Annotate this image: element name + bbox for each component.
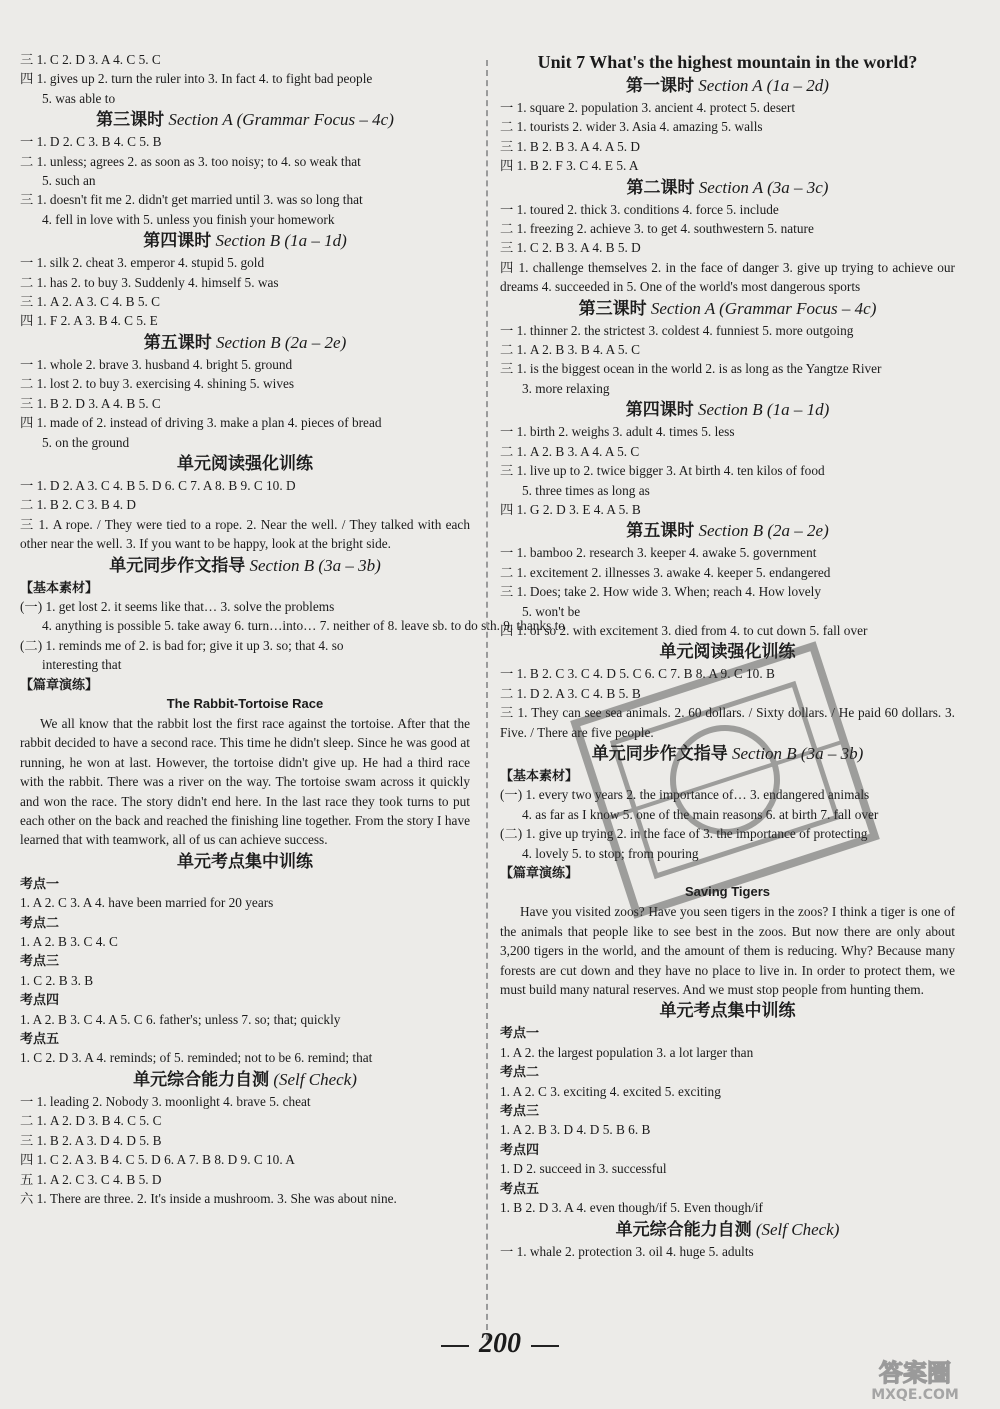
heading-cn: 第四课时 bbox=[143, 231, 212, 251]
heading-cn: 单元同步作文指导 bbox=[591, 743, 728, 763]
essay-paragraph: We all know that the rabbit lost the first race against the tortoise. After that the rabbit decided to have a second race. This time he didn't sleep. Since he was good at running, he won at last. However, the tortoise didn't give up. He had a third race with the rabbit. There was a river on the way. The tortoise swam across it quickly and won the race. The story didn't end here. In the last race they took turns to put each other on the back and reached the finishing line together. From the story I have learned that with teamwork, all of us can achieve success. bbox=[20, 715, 470, 848]
section-heading bbox=[500, 399, 955, 421]
answer-line: 二 1. B 2. C 3. B 4. D bbox=[20, 497, 136, 513]
essay-title: The Rabbit-Tortoise Race bbox=[166, 695, 324, 711]
answer-line: interesting that bbox=[42, 657, 122, 673]
answer-line: 四 1. or so 2. with excitement 3. died from 4. to cut down 5. fall over bbox=[500, 622, 868, 638]
section-heading bbox=[20, 851, 470, 873]
heading-cn: 第五课时 bbox=[143, 332, 212, 352]
heading-cn: 单元阅读强化训练 bbox=[177, 453, 313, 473]
answer-line: 一 1. square 2. population 3. ancient 4. protect 5. desert bbox=[500, 100, 796, 115]
answer-line: (一) 1. every two years 2. the importance of… 3. endangered animals bbox=[500, 787, 870, 803]
answer-line: 5. three times as long as bbox=[522, 482, 650, 498]
answer-line: 二 1. A 2. D 3. B 4. C 5. C bbox=[20, 1113, 162, 1129]
answer-line: 一 1. whole 2. brave 3. husband 4. bright 5. ground bbox=[20, 356, 293, 372]
watermark-logo bbox=[840, 1355, 990, 1403]
heading-section: Section A (1a – 2d) bbox=[698, 76, 829, 95]
answer-line: 1. A 2. B 3. C 4. A 5. C 6. father's; unless 7. so; that; quickly bbox=[20, 1011, 341, 1027]
answer-line: 三 1. live up to 2. twice bigger 3. At birth 4. ten kilos of food bbox=[500, 463, 825, 479]
exam-point-label: 考点二 bbox=[20, 914, 60, 930]
answer-line: 1. A 2. B 3. D 4. D 5. B 6. B bbox=[500, 1122, 651, 1138]
answer-line: 一 1. thinner 2. the strictest 3. coldest 4. funniest 5. more outgoing bbox=[500, 322, 854, 338]
answer-line: 三 1. is the biggest ocean in the world 2. is as long as the Yangtze River bbox=[500, 361, 882, 377]
answer-line: 二 1. lost 2. to buy 3. exercising 4. shining 5. wives bbox=[20, 376, 295, 392]
section-heading bbox=[500, 177, 955, 199]
answer-line: 二 1. D 2. A 3. C 4. B 5. B bbox=[500, 685, 641, 701]
answer-line: 三 1. C 2. B 3. A 4. B 5. D bbox=[500, 240, 641, 256]
svg-text:答案圈: 答案圈 bbox=[879, 1359, 951, 1387]
answer-line: 一 1. toured 2. thick 3. conditions 4. force 5. include bbox=[500, 201, 779, 217]
heading-section: Section B (1a – 1d) bbox=[215, 231, 347, 251]
answer-line: 二 1. A 2. B 3. A 4. A 5. C bbox=[500, 443, 640, 459]
answer-line: 二 1. freezing 2. achieve 3. to get 4. southwestern 5. nature bbox=[500, 221, 814, 237]
section-heading bbox=[500, 298, 955, 320]
section-heading bbox=[500, 641, 955, 663]
answer-line: 1. D 2. succeed in 3. successful bbox=[500, 1161, 667, 1177]
heading-cn: 单元阅读强化训练 bbox=[659, 642, 796, 662]
heading-cn: 单元综合能力自测 bbox=[615, 1219, 752, 1239]
heading-section: Section B (2a – 2e) bbox=[215, 332, 347, 352]
answer-line: 5. won't be bbox=[522, 603, 581, 619]
exam-point-label: 考点三 bbox=[500, 1103, 540, 1119]
heading-section: Section B (2a – 2e) bbox=[698, 521, 829, 541]
heading-section: Section B (3a – 3b) bbox=[732, 743, 864, 763]
heading-section: Section B (3a – 3b) bbox=[249, 555, 381, 575]
answer-line: 三 1. B 2. D 3. A 4. B 5. C bbox=[20, 395, 161, 411]
answer-line: 一 1. leading 2. Nobody 3. moonlight 4. brave 5. cheat bbox=[20, 1093, 311, 1109]
subsection-label: 【篇章演练】 bbox=[500, 865, 579, 880]
answer-line: 一 1. birth 2. weighs 3. adult 4. times 5. less bbox=[500, 424, 735, 440]
subsection-label: 【篇章演练】 bbox=[20, 676, 99, 692]
answer-line: 三 1. C 2. D 3. A 4. C 5. C bbox=[20, 52, 161, 67]
answer-line: (二) 1. give up trying 2. in the face of 3. the importance of protecting bbox=[500, 826, 868, 842]
heading-section: (Self Check) bbox=[273, 1069, 357, 1089]
heading-section: Section B (1a – 1d) bbox=[698, 400, 830, 420]
answer-line: 二 1. has 2. to buy 3. Suddenly 4. himself 5. was bbox=[20, 274, 279, 290]
answer-line: 4. fell in love with 5. unless you finish your homework bbox=[42, 211, 335, 227]
exam-point-label: 考点五 bbox=[20, 1031, 60, 1047]
section-heading bbox=[500, 520, 955, 542]
answer-line: 二 1. unless; agrees 2. as soon as 3. too noisy; to 4. so weak that bbox=[20, 153, 361, 169]
answer-line: 4. lovely 5. to stop; from pouring bbox=[522, 845, 699, 861]
exam-point-label: 考点一 bbox=[500, 1025, 540, 1041]
answer-line: 1. C 2. B 3. B bbox=[20, 972, 94, 988]
essay-paragraph: Have you visited zoos? Have you seen tigers in the zoos? I think a tiger is one of the animals that people like to see best in the zoos. But now there are only about 3,200 tigers in the world, and the amount of them is reducing. Why? Because many forests are cut down and they have no place to live in. In order to protect them, we must build many natural reserves. And we must stop people from hunting them. bbox=[500, 904, 955, 998]
answer-line: 3. more relaxing bbox=[522, 380, 610, 396]
heading-cn: 第三课时 bbox=[578, 298, 647, 318]
section-heading bbox=[20, 332, 470, 354]
heading-cn: 单元考点集中训练 bbox=[659, 1001, 796, 1021]
answer-line: 1. A 2. the largest population 3. a lot larger than bbox=[500, 1044, 754, 1060]
answer-line: 5. such an bbox=[42, 173, 96, 189]
answer-line: 一 1. D 2. A 3. C 4. B 5. D 6. C 7. A 8. B 9. C 10. D bbox=[20, 477, 296, 493]
answer-line: 四 1. G 2. D 3. E 4. A 5. B bbox=[500, 501, 641, 517]
heading-section: Section A (3a – 3c) bbox=[698, 177, 829, 197]
answer-line: (二) 1. reminds me of 2. is bad for; give it up 3. so; that 4. so bbox=[20, 637, 344, 653]
answer-line: 1. A 2. B 3. C 4. C bbox=[20, 934, 118, 950]
answer-line: 5. on the ground bbox=[42, 434, 130, 450]
svg-text:MXQE.COM: MXQE.COM bbox=[871, 1387, 959, 1403]
section-heading bbox=[20, 109, 470, 131]
answer-line: 二 1. A 2. B 3. B 4. A 5. C bbox=[500, 342, 641, 358]
essay-title: Saving Tigers bbox=[684, 884, 770, 900]
answer-line: 三 1. They can see sea animals. 2. 60 dollars. / Sixty dollars. / He paid 60 dollars. 3. Five. / There are five people. bbox=[500, 705, 955, 740]
answer-line: 二 1. excitement 2. illnesses 3. awake 4. keeper 5. endangered bbox=[500, 564, 831, 580]
right-column bbox=[500, 50, 955, 1261]
answer-line: 四 1. B 2. F 3. C 4. E 5. A bbox=[500, 158, 639, 174]
answer-line: 4. as far as I know 5. one of the main reasons 6. at birth 7. fall over bbox=[522, 806, 879, 822]
answer-line: 五 1. A 2. C 3. C 4. B 5. D bbox=[20, 1171, 162, 1187]
answer-line: 四 1. C 2. A 3. B 4. C 5. D 6. A 7. B 8. D 9. C 10. A bbox=[20, 1152, 295, 1168]
answer-line: 二 1. tourists 2. wider 3. Asia 4. amazing 5. walls bbox=[500, 119, 763, 135]
subsection-label: 【基本素材】 bbox=[20, 579, 99, 595]
answer-line: 三 1. A 2. A 3. C 4. B 5. C bbox=[20, 294, 161, 310]
heading-section: (Self Check) bbox=[755, 1219, 840, 1239]
answer-line: 一 1. bamboo 2. research 3. keeper 4. awake 5. government bbox=[500, 545, 817, 561]
heading-section: Section A (Grammar Focus – 4c) bbox=[168, 110, 394, 130]
section-heading bbox=[500, 75, 955, 97]
answer-line: 六 1. There are three. 2. It's inside a mushroom. 3. She was about nine. bbox=[20, 1190, 397, 1206]
answer-line: 一 1. silk 2. cheat 3. emperor 4. stupid 5. gold bbox=[20, 255, 265, 271]
exam-point-label: 考点五 bbox=[500, 1180, 540, 1196]
subsection-label: 【基本素材】 bbox=[500, 767, 579, 783]
section-heading bbox=[500, 1000, 955, 1022]
heading-section: Section A (Grammar Focus – 4c) bbox=[650, 298, 877, 318]
exam-point-label: 考点二 bbox=[500, 1064, 540, 1080]
page-number: 200 bbox=[0, 1328, 1000, 1360]
section-heading bbox=[500, 1219, 955, 1241]
answer-line: 4. anything is possible 5. take away 6. turn…into… 7. neither of 8. leave sb. to do sth. 9. thanks to bbox=[42, 618, 565, 634]
answer-line: 四 1. made of 2. instead of driving 3. make a plan 4. pieces of bread bbox=[20, 415, 382, 431]
section-heading bbox=[20, 230, 470, 252]
answer-line: 三 1. doesn't fit me 2. didn't get married until 3. was so long that bbox=[20, 192, 363, 208]
heading-cn: 单元考点集中训练 bbox=[177, 851, 313, 871]
heading-cn: 第五课时 bbox=[626, 521, 695, 541]
answer-line: 三 1. A rope. / They were tied to a rope. 2. Near the well. / They talked with each other near the well. 3. If you want to be happy, look at the bright side. bbox=[20, 516, 470, 552]
exam-point-label: 考点四 bbox=[20, 992, 60, 1008]
answer-line: 一 1. D 2. C 3. B 4. C 5. B bbox=[20, 134, 162, 150]
heading-cn: 单元同步作文指导 bbox=[109, 555, 246, 575]
answer-line: 一 1. B 2. C 3. C 4. D 5. C 6. C 7. B 8. A 9. C 10. B bbox=[500, 666, 775, 682]
answer-line: 1. A 2. C 3. A 4. have been married for 20 years bbox=[20, 895, 274, 911]
answer-line: 5. was able to bbox=[42, 90, 116, 106]
heading-cn: 第三课时 bbox=[96, 110, 165, 130]
answer-line: 四 1. gives up 2. turn the ruler into 3. In fact 4. to fight bad people bbox=[20, 71, 373, 87]
column-divider bbox=[486, 60, 488, 1340]
exam-point-label: 考点三 bbox=[20, 953, 60, 969]
answer-line: (一) 1. get lost 2. it seems like that… 3. solve the problems bbox=[20, 598, 335, 614]
heading-cn: 第二课时 bbox=[626, 177, 695, 197]
answer-line: 一 1. whale 2. protection 3. oil 4. huge 5. adults bbox=[500, 1243, 754, 1259]
section-heading bbox=[500, 743, 955, 765]
unit-title: Unit 7 What's the highest mountain in the world? bbox=[537, 52, 918, 72]
answer-line: 1. A 2. C 3. exciting 4. excited 5. exciting bbox=[500, 1083, 721, 1099]
exam-point-label: 考点一 bbox=[20, 875, 60, 891]
answer-line: 1. B 2. D 3. A 4. even though/if 5. Even though/if bbox=[500, 1200, 763, 1216]
section-heading bbox=[20, 555, 470, 577]
answer-line: 三 1. B 2. A 3. D 4. D 5. B bbox=[20, 1132, 162, 1148]
answer-line: 1. C 2. D 3. A 4. reminds; of 5. reminded; not to be 6. remind; that bbox=[20, 1050, 373, 1066]
section-heading bbox=[20, 1069, 470, 1091]
answer-line: 三 1. Does; take 2. How wide 3. When; reach 4. How lovely bbox=[500, 584, 822, 600]
heading-cn: 第一课时 bbox=[626, 76, 695, 95]
heading-cn: 第四课时 bbox=[625, 400, 694, 420]
heading-cn: 单元综合能力自测 bbox=[133, 1069, 270, 1089]
answer-line: 四 1. challenge themselves 2. in the face of danger 3. give up trying to achieve our dreams 4. succeeded in 5. One of the world's most dangerous sports bbox=[500, 259, 955, 295]
answer-line: 三 1. B 2. B 3. A 4. A 5. D bbox=[500, 138, 641, 154]
exam-point-label: 考点四 bbox=[500, 1141, 540, 1157]
answer-line: 四 1. F 2. A 3. B 4. C 5. E bbox=[20, 313, 158, 329]
section-heading bbox=[20, 453, 470, 475]
